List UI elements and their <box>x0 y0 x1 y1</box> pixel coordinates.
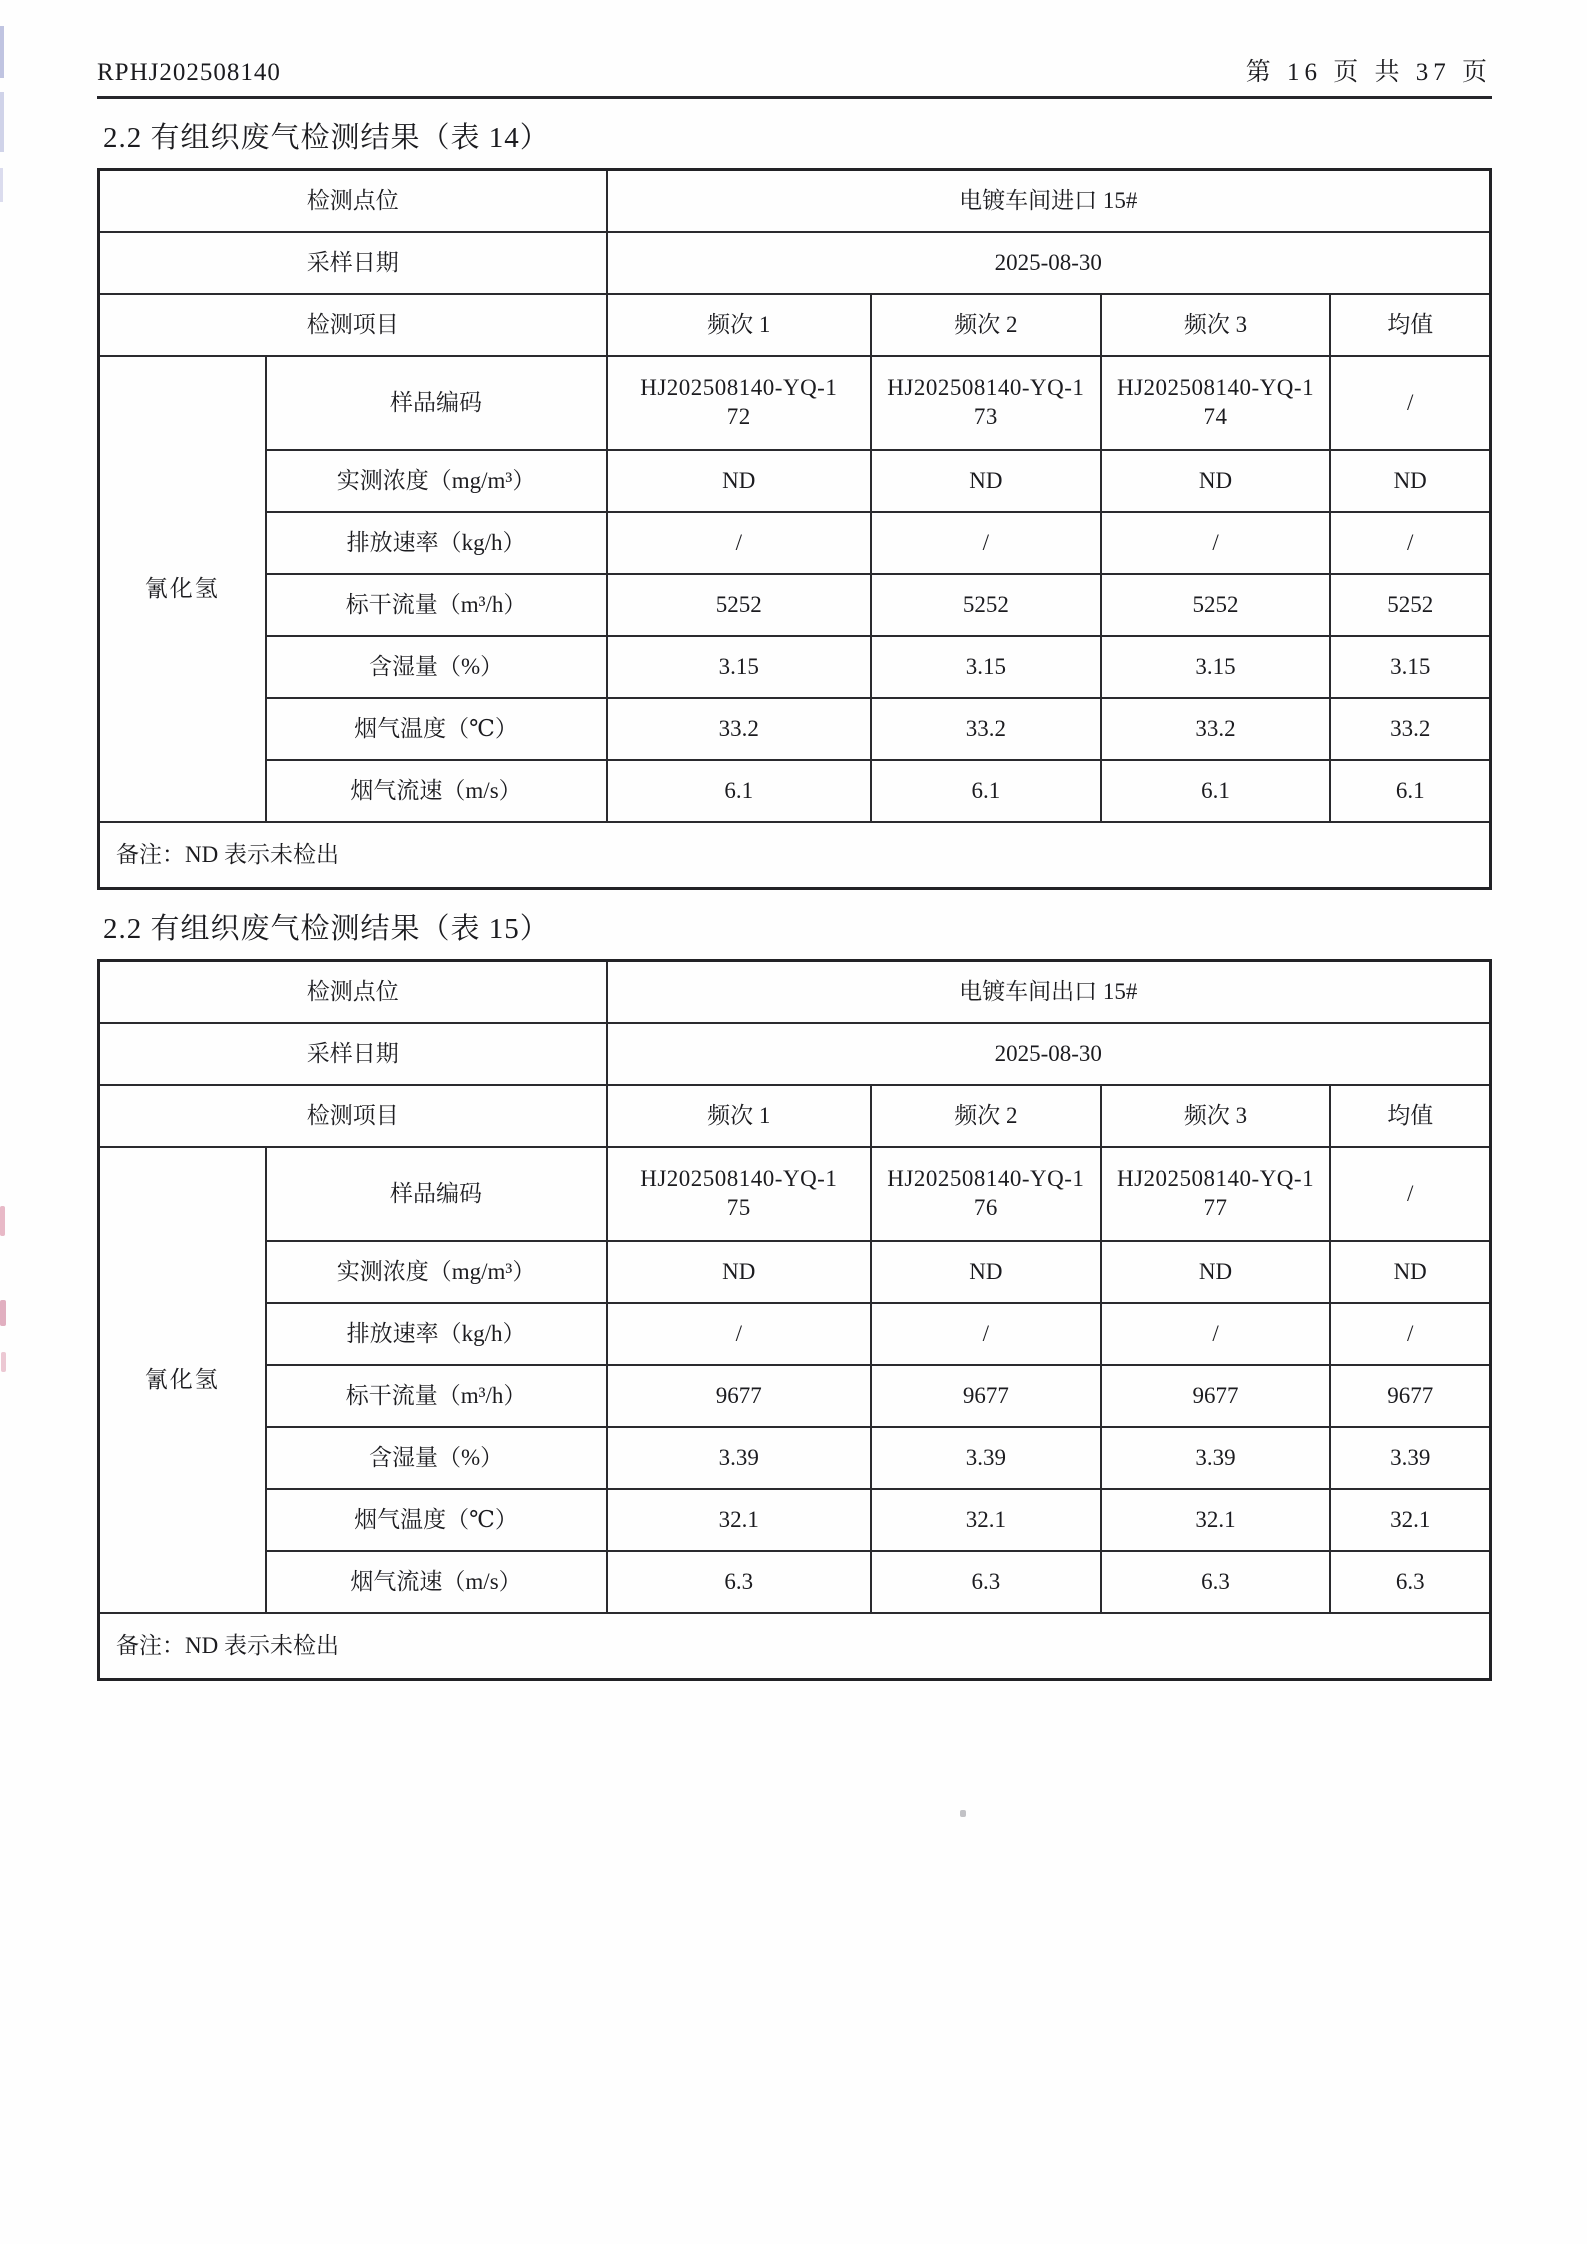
value-cell: 3.39 <box>1330 1427 1490 1489</box>
point-label: 检测点位 <box>99 961 607 1024</box>
value-cell: 32.1 <box>1330 1489 1490 1551</box>
param-label: 排放速率（kg/h） <box>266 512 607 574</box>
page-header <box>97 0 1492 88</box>
value-cell: ND <box>1101 450 1331 512</box>
value-cell: ND <box>607 450 871 512</box>
param-label: 实测浓度（mg/m³） <box>266 1241 607 1303</box>
section-table-14 <box>97 115 1492 890</box>
value-cell: 3.39 <box>871 1427 1101 1489</box>
value-cell: 3.15 <box>1330 636 1490 698</box>
freq3-header: 频次 3 <box>1101 294 1331 356</box>
freq1-header: 频次 1 <box>607 1085 871 1147</box>
section-title-14: 2.2 有组织废气检测结果（表 14） <box>103 122 550 154</box>
sample-code-cell <box>607 1147 871 1241</box>
note-text: 备注：ND 表示未检出 <box>99 1613 1491 1680</box>
value-cell: ND <box>1330 1241 1490 1303</box>
value-cell: 6.3 <box>1330 1551 1490 1613</box>
mean-header: 均值 <box>1330 294 1490 356</box>
value-cell: 6.1 <box>607 760 871 822</box>
sample-code-cell <box>1101 1147 1331 1241</box>
value-cell: 33.2 <box>607 698 871 760</box>
scan-artifact-blue <box>0 26 4 78</box>
value-cell: 9677 <box>607 1365 871 1427</box>
sample-code-cell <box>1101 356 1331 450</box>
value-cell: 33.2 <box>1330 698 1490 760</box>
sample-code: HJ202508140-YQ-175 <box>640 1166 838 1220</box>
param-row <box>99 1365 1491 1427</box>
item-label: 检测项目 <box>99 1085 607 1147</box>
sample-code-cell: / <box>1330 1147 1490 1241</box>
scan-artifact-pink <box>1 1352 6 1372</box>
param-label: 烟气温度（℃） <box>266 1489 607 1551</box>
param-label: 含湿量（%） <box>266 636 607 698</box>
value-cell: 6.1 <box>1330 760 1490 822</box>
date-value: 2025-08-30 <box>607 1023 1491 1085</box>
param-row <box>99 450 1491 512</box>
value-cell: 6.3 <box>607 1551 871 1613</box>
results-table-14 <box>97 168 1492 890</box>
value-cell: 5252 <box>871 574 1101 636</box>
freq-header-row <box>99 294 1491 356</box>
value-cell: 3.15 <box>871 636 1101 698</box>
point-row <box>99 961 1491 1024</box>
sample-code: HJ202508140-YQ-173 <box>887 375 1085 429</box>
param-row <box>99 574 1491 636</box>
scan-artifact-pink <box>0 1206 5 1236</box>
date-row <box>99 232 1491 294</box>
value-cell: 6.3 <box>1101 1551 1331 1613</box>
value-cell: 3.39 <box>607 1427 871 1489</box>
value-cell: / <box>871 1303 1101 1365</box>
analyte-cell: 氰化氢 <box>99 1147 266 1613</box>
freq3-header: 频次 3 <box>1101 1085 1331 1147</box>
param-row <box>99 698 1491 760</box>
value-cell: / <box>1330 1303 1490 1365</box>
sample-code-cell <box>607 356 871 450</box>
header-rule <box>97 96 1492 99</box>
value-cell: 3.15 <box>1101 636 1331 698</box>
point-value: 电镀车间出口 15# <box>607 961 1491 1024</box>
sample-code: HJ202508140-YQ-176 <box>887 1166 1085 1220</box>
note-text: 备注：ND 表示未检出 <box>99 822 1491 889</box>
point-row <box>99 170 1491 233</box>
value-cell: ND <box>871 1241 1101 1303</box>
scan-artifact-blue <box>0 92 4 152</box>
param-label: 烟气温度（℃） <box>266 698 607 760</box>
value-cell: ND <box>607 1241 871 1303</box>
value-cell: ND <box>871 450 1101 512</box>
value-cell: / <box>1330 512 1490 574</box>
sample-code-cell <box>871 356 1101 450</box>
value-cell: 6.1 <box>871 760 1101 822</box>
value-cell: 33.2 <box>1101 698 1331 760</box>
sample-code-cell: / <box>1330 356 1490 450</box>
param-row <box>99 356 1491 450</box>
param-label: 含湿量（%） <box>266 1427 607 1489</box>
section-table-15 <box>97 906 1492 1681</box>
value-cell: 6.1 <box>1101 760 1331 822</box>
value-cell: / <box>1101 512 1331 574</box>
value-cell: 32.1 <box>1101 1489 1331 1551</box>
value-cell: ND <box>1330 450 1490 512</box>
section-title-15: 2.2 有组织废气检测结果（表 15） <box>103 913 550 945</box>
scan-artifact-speck <box>960 1810 966 1817</box>
results-table-15 <box>97 959 1492 1681</box>
value-cell: 5252 <box>1330 574 1490 636</box>
param-row <box>99 1551 1491 1613</box>
value-cell: 9677 <box>1101 1365 1331 1427</box>
param-label: 排放速率（kg/h） <box>266 1303 607 1365</box>
param-row <box>99 1303 1491 1365</box>
value-cell: 6.3 <box>871 1551 1101 1613</box>
date-row <box>99 1023 1491 1085</box>
param-row <box>99 1147 1491 1241</box>
report-number: RPHJ202508140 <box>97 59 281 86</box>
param-row <box>99 1241 1491 1303</box>
value-cell: 9677 <box>1330 1365 1490 1427</box>
scan-artifact-pink <box>0 1300 6 1326</box>
value-cell: 3.39 <box>1101 1427 1331 1489</box>
value-cell: 9677 <box>871 1365 1101 1427</box>
freq2-header: 频次 2 <box>871 294 1101 356</box>
point-value: 电镀车间进口 15# <box>607 170 1491 233</box>
param-row <box>99 1489 1491 1551</box>
freq1-header: 频次 1 <box>607 294 871 356</box>
page-indicator: 第 16 页 共 37 页 <box>1245 59 1492 86</box>
param-label: 烟气流速（m/s） <box>266 760 607 822</box>
sample-code: HJ202508140-YQ-172 <box>640 375 838 429</box>
value-cell: 33.2 <box>871 698 1101 760</box>
param-row <box>99 512 1491 574</box>
sample-code: HJ202508140-YQ-174 <box>1116 375 1315 429</box>
value-cell: ND <box>1101 1241 1331 1303</box>
date-label: 采样日期 <box>99 232 607 294</box>
mean-header: 均值 <box>1330 1085 1490 1147</box>
note-row <box>99 822 1491 889</box>
value-cell: / <box>871 512 1101 574</box>
value-cell: / <box>607 512 871 574</box>
freq2-header: 频次 2 <box>871 1085 1101 1147</box>
scan-artifact-blue <box>0 168 3 202</box>
value-cell: 5252 <box>607 574 871 636</box>
param-label: 烟气流速（m/s） <box>266 1551 607 1613</box>
param-row <box>99 636 1491 698</box>
param-label: 样品编码 <box>266 356 607 450</box>
date-value: 2025-08-30 <box>607 232 1491 294</box>
value-cell: / <box>1101 1303 1331 1365</box>
sample-code-cell <box>871 1147 1101 1241</box>
param-label: 实测浓度（mg/m³） <box>266 450 607 512</box>
value-cell: 5252 <box>1101 574 1331 636</box>
param-label: 标干流量（m³/h） <box>266 574 607 636</box>
sample-code: HJ202508140-YQ-177 <box>1116 1166 1315 1220</box>
date-label: 采样日期 <box>99 1023 607 1085</box>
param-row <box>99 1427 1491 1489</box>
param-label: 样品编码 <box>266 1147 607 1241</box>
value-cell: 32.1 <box>871 1489 1101 1551</box>
value-cell: / <box>607 1303 871 1365</box>
value-cell: 3.15 <box>607 636 871 698</box>
param-row <box>99 760 1491 822</box>
value-cell: 32.1 <box>607 1489 871 1551</box>
point-label: 检测点位 <box>99 170 607 233</box>
freq-header-row <box>99 1085 1491 1147</box>
param-label: 标干流量（m³/h） <box>266 1365 607 1427</box>
item-label: 检测项目 <box>99 294 607 356</box>
note-row <box>99 1613 1491 1680</box>
analyte-cell: 氰化氢 <box>99 356 266 822</box>
